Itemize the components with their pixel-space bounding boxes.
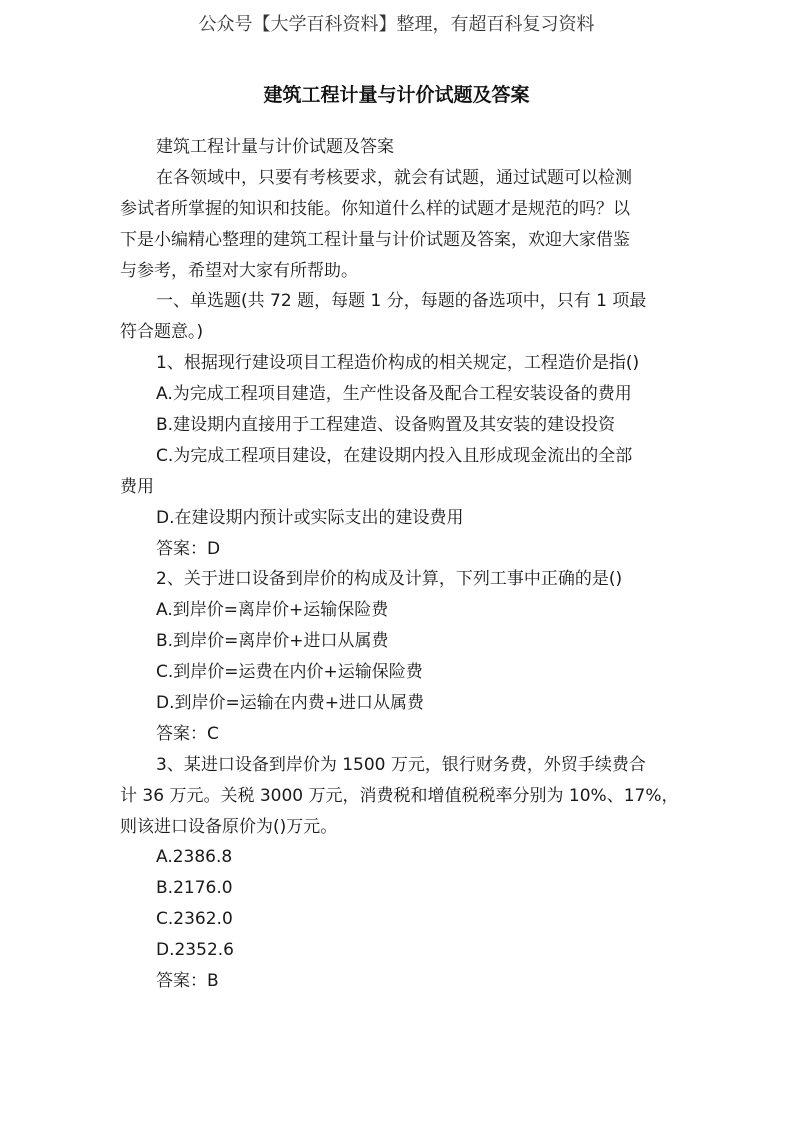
text-line: D.在建设期内预计或实际支出的建设费用 (156, 507, 464, 528)
text-line: 则该进口设备原价为()万元。 (120, 816, 338, 837)
text-line: 2、关于进口设备到岸价的构成及计算，下列工事中正确的是() (156, 569, 623, 590)
text-line: A.到岸价=离岸价+运输保险费 (156, 600, 389, 621)
text-line: 参试者所掌握的知识和技能。你知道什么样的试题才是规范的吗？以 (120, 198, 630, 219)
text-line: D.2352.6 (156, 940, 234, 961)
text-line: C.2362.0 (156, 909, 233, 930)
text-line: B.到岸价=离岸价+进口从属费 (156, 631, 389, 652)
text-line: 与参考，希望对大家有所帮助。 (120, 260, 358, 281)
text-line: A.2386.8 (156, 847, 233, 868)
text-line: A.为完成工程项目建造，生产性设备及配合工程安装设备的费用 (156, 384, 632, 405)
text-line: D.到岸价=运输在内费+进口从属费 (156, 693, 424, 714)
text-line: 计 36 万元。关税 3000 万元，消费税和增值税税率分别为 10%、17%， (120, 785, 679, 806)
text-line: 答案：B (156, 971, 219, 992)
text-line: 建筑工程计量与计价试题及答案 (156, 137, 394, 157)
text-line: 答案：C (156, 723, 219, 744)
text-line: 符合题意。) (120, 322, 204, 343)
text-line: 在各领域中，只要有考核要求，就会有试题，通过试题可以检测 (156, 167, 632, 188)
text-line: B.建设期内直接用于工程建造、设备购置及其安装的建设投资 (156, 415, 616, 436)
text-line: B.2176.0 (156, 878, 233, 899)
text-line: 下是小编精心整理的建筑工程计量与计价试题及答案，欢迎大家借鉴 (120, 229, 630, 250)
text-line: 一、单选题(共 72 题，每题 1 分，每题的备选项中，只有 1 项最 (156, 291, 647, 312)
document-title: 建筑工程计量与计价试题及答案 (263, 84, 530, 106)
document-body (120, 132, 690, 997)
text-line: C.为完成工程项目建设，在建设期内投入且形成现金流出的全部 (156, 445, 633, 466)
text-line: 答案：D (156, 538, 221, 559)
text-line: 费用 (120, 476, 154, 497)
text-line: C.到岸价=运费在内价+运输保险费 (156, 662, 423, 683)
text-line: 3、某进口设备到岸价为 1500 万元，银行财务费，外贸手续费合 (156, 754, 646, 775)
text-line: 1、根据现行建设项目工程造价构成的相关规定，工程造价是指() (156, 353, 640, 374)
page-header: 公众号【大学百科资料】整理，有超百科复习资料 (198, 14, 595, 35)
